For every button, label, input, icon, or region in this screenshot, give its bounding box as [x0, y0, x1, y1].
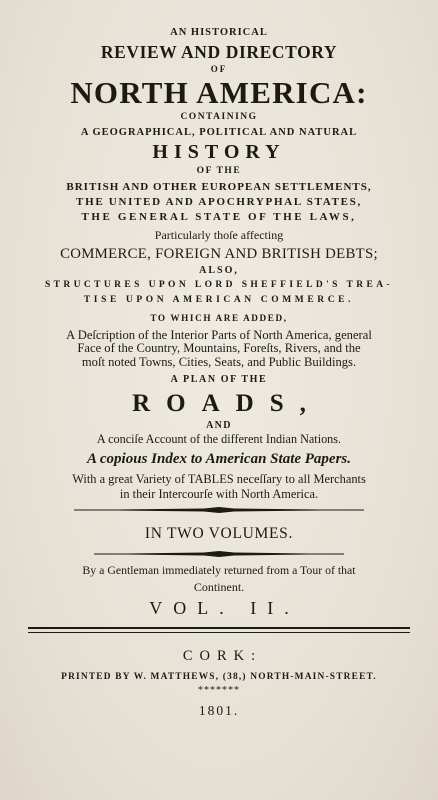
main-title-north-america: NORTH AMERICA: — [70, 75, 368, 110]
index-line: A copious Index to American State Papers. — [86, 451, 352, 468]
indian-nations-line: A conciſe Account of the different Indian Nations. — [96, 432, 342, 447]
title-line-added: TO WHICH ARE ADDED, — [150, 313, 288, 324]
description-line-1: A Deſcription of the Interior Parts of North America, general — [66, 327, 372, 342]
description-line-3: moſt noted Towns, Cities, Seats, and Public Buildings. — [81, 354, 357, 369]
title-line-states: THE UNITED AND APOCHRYPHAL STATES, — [76, 195, 362, 208]
title-line-history: HISTORY — [152, 141, 286, 163]
ornamental-rule-middle — [94, 551, 344, 557]
author-line-1: By a Gentleman immediately returned from a Tour of that — [82, 562, 356, 577]
volumes-line: IN TWO VOLUMES. — [144, 525, 294, 543]
title-line-laws: THE GENERAL STATE OF THE LAWS, — [81, 210, 357, 223]
and-line: AND — [206, 420, 232, 432]
title-line-review: REVIEW AND DIRECTORY — [100, 41, 338, 62]
tables-line-1: With a great Variety of TABLES neceſſary to all Merchants — [72, 472, 366, 487]
place-of-publication: CORK: — [182, 648, 263, 665]
volume-number: VOL. II. — [149, 597, 300, 618]
title-line-geographical: A GEOGRAPHICAL, POLITICAL AND NATURAL — [80, 126, 358, 138]
star-ornament: ******* — [198, 685, 240, 696]
title-line-of: OF — [210, 64, 228, 74]
title-line-strictures-2: TISE UPON AMERICAN COMMERCE. — [83, 294, 355, 305]
tables-line-2: in their Intercourſe with North America. — [119, 486, 319, 501]
title-line-of-the: OF THE — [196, 166, 242, 176]
title-line-containing: CONTAINING — [180, 112, 258, 122]
plan-line: A PLAN OF THE — [170, 374, 268, 386]
thin-rule — [28, 632, 410, 633]
roads-line: ROADS, — [132, 390, 322, 418]
title-line-settlements: BRITISH AND OTHER EUROPEAN SETTLEMENTS, — [66, 180, 372, 193]
ornamental-rule-top — [74, 507, 364, 513]
title-line-commerce: COMMERCE, FOREIGN AND BRITISH DEBTS; — [60, 245, 378, 262]
title-line-also: ALSO, — [199, 265, 239, 277]
title-line-particularly: Particularly thoſe affecting — [154, 227, 284, 242]
publication-year: 1801. — [198, 703, 240, 718]
author-line-2: Continent. — [193, 579, 245, 594]
title-line-historical: AN HISTORICAL — [170, 27, 268, 38]
double-rule — [16, 627, 422, 634]
printer-line: PRINTED BY W. MATTHEWS, (38,) NORTH-MAIN-STREET. — [61, 671, 377, 682]
description-line-2: Face of the Country, Mountains, Foreſts, Rivers, and the — [77, 341, 361, 356]
title-line-strictures-1: STRUCTURES UPON LORD SHEFFIELD'S TREA- — [44, 280, 394, 291]
thick-rule — [28, 627, 410, 630]
